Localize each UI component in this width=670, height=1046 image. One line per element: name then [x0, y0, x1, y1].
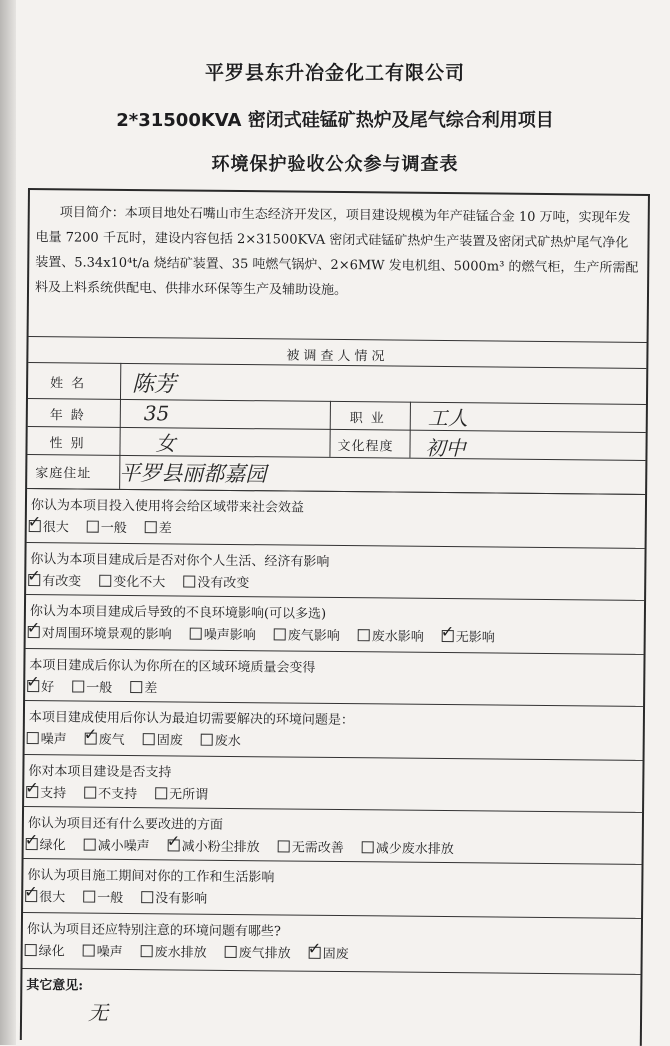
option-label: 噪声 — [40, 732, 67, 748]
gender-value: 女 — [155, 431, 176, 456]
question-text: 你认为本项目建成后是否对你个人生活、经济有影响 — [30, 552, 330, 570]
checkbox-icon[interactable] — [87, 521, 99, 533]
checkbox-icon[interactable] — [72, 680, 84, 692]
option[interactable] — [27, 676, 54, 695]
option-label: 一般 — [97, 890, 124, 906]
question-text: 本项目建成使用后你认为最迫切需要解决的环境问题是： — [28, 710, 354, 729]
checkbox-icon[interactable] — [201, 734, 213, 746]
option[interactable] — [442, 626, 495, 646]
option-label: 废气 — [98, 732, 125, 748]
option[interactable] — [85, 729, 125, 748]
option-label: 支持 — [40, 786, 67, 802]
question-text: 你认为项目还应特别注意的环境问题有哪些? — [26, 922, 281, 940]
question-text: 你认为本项目投入使用将会给区域带来社会效益 — [30, 498, 305, 516]
option[interactable] — [27, 728, 67, 747]
checkbox-icon[interactable] — [358, 629, 370, 641]
option-label: 有改变 — [42, 574, 82, 590]
option-label: 废水 — [214, 733, 241, 750]
option[interactable] — [155, 783, 208, 803]
checked-box-icon[interactable] — [85, 733, 97, 745]
option[interactable] — [362, 837, 454, 857]
option[interactable] — [130, 677, 157, 696]
option-label: 无所谓 — [169, 787, 209, 803]
option[interactable] — [83, 941, 123, 960]
checked-box-icon[interactable] — [26, 838, 38, 850]
question-options — [26, 834, 472, 857]
question-text: 你认为项目还有什么要改进的方面 — [27, 816, 223, 833]
survey-form — [20, 188, 650, 1046]
question-options — [26, 782, 226, 803]
option[interactable] — [26, 782, 66, 801]
option[interactable] — [29, 516, 69, 535]
option-label: 固废 — [322, 946, 349, 963]
option[interactable] — [84, 835, 150, 855]
checked-box-icon[interactable] — [29, 520, 41, 532]
option[interactable] — [25, 940, 65, 959]
checkbox-icon[interactable] — [25, 944, 37, 956]
option-label: 减小噪声 — [97, 838, 150, 855]
option[interactable] — [358, 625, 424, 645]
option[interactable] — [83, 887, 123, 906]
checkbox-icon[interactable] — [143, 733, 155, 745]
age-label: 年龄 — [49, 408, 92, 424]
option-label: 噪声 — [96, 944, 123, 960]
option[interactable] — [278, 836, 344, 856]
option-label: 废气影响 — [287, 628, 340, 645]
checked-box-icon[interactable] — [442, 630, 454, 642]
question-options — [27, 676, 175, 696]
question-text: 你对本项目建设是否支持 — [28, 764, 172, 781]
checked-box-icon[interactable] — [309, 947, 321, 959]
option-label: 固废 — [156, 733, 183, 749]
option[interactable] — [25, 886, 65, 905]
checkbox-icon[interactable] — [225, 946, 237, 958]
respondent-section-title: 被调查人情况 — [286, 348, 389, 365]
checkbox-icon[interactable] — [145, 521, 157, 533]
checkbox-icon[interactable] — [130, 681, 142, 693]
other-value: 无 — [87, 1000, 109, 1025]
option[interactable] — [143, 729, 183, 748]
education-value: 初中 — [425, 435, 466, 461]
option[interactable] — [84, 783, 137, 803]
checkbox-icon[interactable] — [274, 628, 286, 640]
checked-box-icon[interactable] — [28, 574, 40, 586]
option[interactable] — [141, 887, 207, 907]
question-options — [29, 516, 190, 537]
option[interactable] — [87, 517, 127, 536]
name-value: 陈芳 — [131, 372, 177, 398]
checkbox-icon[interactable] — [155, 787, 167, 799]
checked-box-icon[interactable] — [26, 786, 38, 798]
option-label: 废水影响 — [371, 629, 424, 645]
option-label: 一般 — [86, 680, 113, 696]
option-label: 减少废水排放 — [375, 841, 454, 858]
question-options — [28, 570, 267, 591]
question-options — [27, 728, 259, 749]
checkbox-icon[interactable] — [99, 575, 111, 587]
checkbox-icon[interactable] — [190, 628, 202, 640]
option-label: 绿化 — [39, 838, 66, 854]
option[interactable] — [141, 941, 207, 961]
option-label: 好 — [41, 680, 55, 696]
checkbox-icon[interactable] — [84, 839, 96, 851]
checkbox-icon[interactable] — [141, 891, 153, 903]
question-text: 本项目建成后你认为你所在的区域环境质量会变得 — [29, 658, 316, 676]
question-text: 你认为本项目建成后导致的不良环境影响(可以多选) — [29, 604, 327, 622]
option-label: 废气排放 — [238, 946, 291, 962]
option-label: 没有影响 — [155, 891, 208, 907]
question-options — [28, 622, 513, 646]
option-label: 很大 — [39, 890, 66, 906]
option-label: 不支持 — [98, 786, 138, 803]
option-label: 噪声影响 — [203, 627, 256, 644]
question-options — [25, 940, 367, 962]
age-value: 35 — [143, 401, 170, 426]
option[interactable] — [274, 624, 340, 644]
option-label: 变化不大 — [113, 574, 166, 591]
company-name: 平罗县东升冶金化工有限公司 — [204, 62, 465, 84]
project-name: 2*31500KVA 密闭式硅锰矿热炉及尾气综合利用项目 — [116, 110, 554, 131]
option[interactable] — [309, 943, 349, 962]
form-title: 环境保护验收公众参与调查表 — [211, 154, 459, 175]
checked-box-icon[interactable] — [168, 839, 180, 851]
education-label: 文化程度 — [337, 438, 394, 455]
option[interactable] — [145, 517, 172, 536]
option-label: 无影响 — [455, 630, 495, 646]
option-label: 减小粉尘排放 — [181, 839, 260, 856]
question-text: 你认为项目施工期间对你的工作和生活影响 — [27, 868, 275, 886]
option[interactable] — [183, 572, 249, 592]
name-label: 姓名 — [50, 376, 93, 392]
checked-box-icon[interactable] — [25, 890, 37, 902]
option-label: 没有改变 — [197, 575, 250, 592]
option-label: 很大 — [42, 520, 69, 536]
option-label: 对周围环境景观的影响 — [41, 626, 172, 643]
checkbox-icon[interactable] — [278, 840, 290, 852]
occupation-label: 职业 — [349, 411, 392, 427]
option[interactable] — [190, 624, 256, 644]
option[interactable] — [26, 834, 66, 853]
occupation-value: 工人 — [427, 405, 468, 431]
option-label: 废水排放 — [154, 945, 207, 961]
checkbox-icon[interactable] — [84, 787, 96, 799]
option-label: 差 — [144, 681, 158, 697]
checkbox-icon[interactable] — [183, 576, 195, 588]
option-label: 无需改善 — [291, 840, 344, 857]
option[interactable] — [201, 730, 241, 749]
checkbox-icon[interactable] — [83, 945, 95, 957]
option-label: 绿化 — [38, 944, 65, 960]
option[interactable] — [72, 676, 112, 695]
option[interactable] — [168, 835, 260, 855]
checkbox-icon[interactable] — [83, 891, 95, 903]
checked-box-icon[interactable] — [28, 626, 40, 638]
gender-label: 性别 — [49, 436, 92, 452]
checked-box-icon[interactable] — [27, 680, 39, 692]
option[interactable] — [28, 622, 172, 642]
checkbox-icon[interactable] — [362, 841, 374, 853]
project-intro: 项目简介：本项目地处石嘴山市生态经济开发区，项目建设规模为年产硅锰合金 10 万吨，实现年发电量 7200 千瓦时，建设内容包括 2×31500KVA 密闭式硅锰矿热炉生产装置及密闭式矿热炉尾气净化装置、5.34x10⁴t/a 烧结矿装置、35 吨燃气锅炉、2×6MW 发电机组、5000m³ 的燃气柜，生产所需配料及上料系统供配电、供排水环保等生产及辅助设施。 — [34, 205, 639, 299]
checkbox-icon[interactable] — [141, 945, 153, 957]
address-label: 家庭住址 — [35, 466, 92, 482]
checkbox-icon[interactable] — [27, 732, 39, 744]
option-label: 差 — [158, 521, 172, 537]
option[interactable] — [28, 570, 81, 590]
other-label: 其它意见: — [26, 978, 84, 994]
address-value: 平罗县丽都嘉园 — [119, 460, 267, 487]
question-options — [25, 886, 225, 907]
option[interactable] — [225, 942, 291, 962]
option[interactable] — [99, 571, 165, 591]
option-label: 一般 — [100, 520, 127, 536]
